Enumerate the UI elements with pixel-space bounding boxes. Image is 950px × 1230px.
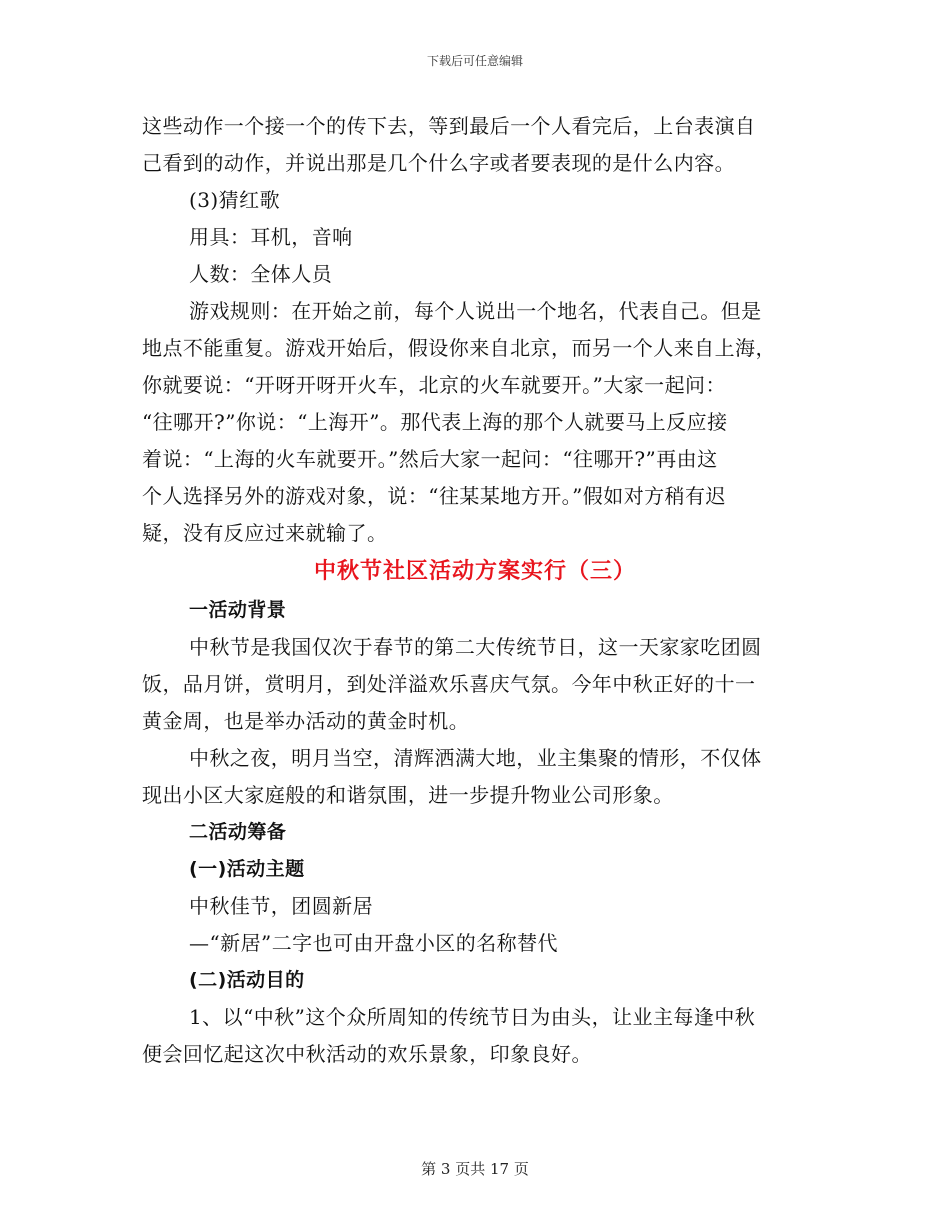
heading-purpose: (二)活动目的 [189, 969, 305, 991]
rules-line: 游戏规则：在开始之前，每个人说出一个地名，代表自己。但是 [189, 299, 762, 323]
rules-line: 个人选择另外的游戏对象，说：“往某某地方开。”假如对方稍有迟 [142, 484, 726, 508]
document-body [142, 108, 808, 1073]
rules-line: 疑，没有反应过来就输了。 [142, 521, 388, 545]
rules-line: 你就要说：“开呀开呀开火车，北京的火车就要开。”大家一起问： [142, 373, 726, 397]
theme-line: 中秋佳节，团圆新居 [189, 894, 374, 918]
game3-title: (3)猜红歌 [189, 188, 281, 212]
paragraph-line: 饭，品月饼，赏明月，到处洋溢欢乐喜庆气氛。今年中秋正好的十一 [142, 672, 756, 696]
paragraph-line: 己看到的动作，并说出那是几个什么字或者要表现的是什么内容。 [142, 151, 736, 175]
page-number: 第 3 页共 17 页 [421, 1160, 529, 1178]
section-title: 中秋节社区活动方案实行（三） [313, 559, 636, 584]
heading-background: 一活动背景 [189, 599, 287, 621]
purpose-line: 1、以“中秋”这个众所周知的传统节日为由头，让业主每逢中秋 [189, 1005, 756, 1029]
theme-line: —“新居”二字也可由开盘小区的名称替代 [189, 931, 558, 955]
game3-people: 人数：全体人员 [189, 262, 333, 286]
rules-line: 地点不能重复。游戏开始后，假设你来自北京，而另一个人来自上海， [142, 336, 776, 360]
paragraph-line: 中秋之夜，明月当空，清辉洒满大地，业主集聚的情形，不仅体 [189, 746, 762, 770]
page-header: 下载后可任意编辑 [426, 54, 523, 68]
purpose-line: 便会回忆起这次中秋活动的欢乐景象，印象良好。 [142, 1042, 592, 1066]
paragraph-line: 这些动作一个接一个的传下去，等到最后一个人看完后，上台表演自 [142, 114, 756, 138]
paragraph-line: 黄金周，也是举办活动的黄金时机。 [142, 709, 470, 733]
paragraph-line: 中秋节是我国仅次于春节的第二大传统节日，这一天家家吃团圆 [189, 635, 762, 659]
rules-line: 着说：“上海的火车就要开。”然后大家一起问：“往哪开?”再由这 [142, 447, 718, 471]
heading-theme: (一)活动主题 [189, 858, 305, 880]
heading-prep: 二活动筹备 [189, 821, 287, 843]
rules-line: “往哪开?”你说：“上海开”。那代表上海的那个人就要马上反应接 [142, 410, 728, 434]
paragraph-line: 现出小区大家庭般的和谐氛围，进一步提升物业公司形象。 [142, 783, 674, 807]
game3-tools: 用具：耳机，音响 [189, 225, 353, 249]
